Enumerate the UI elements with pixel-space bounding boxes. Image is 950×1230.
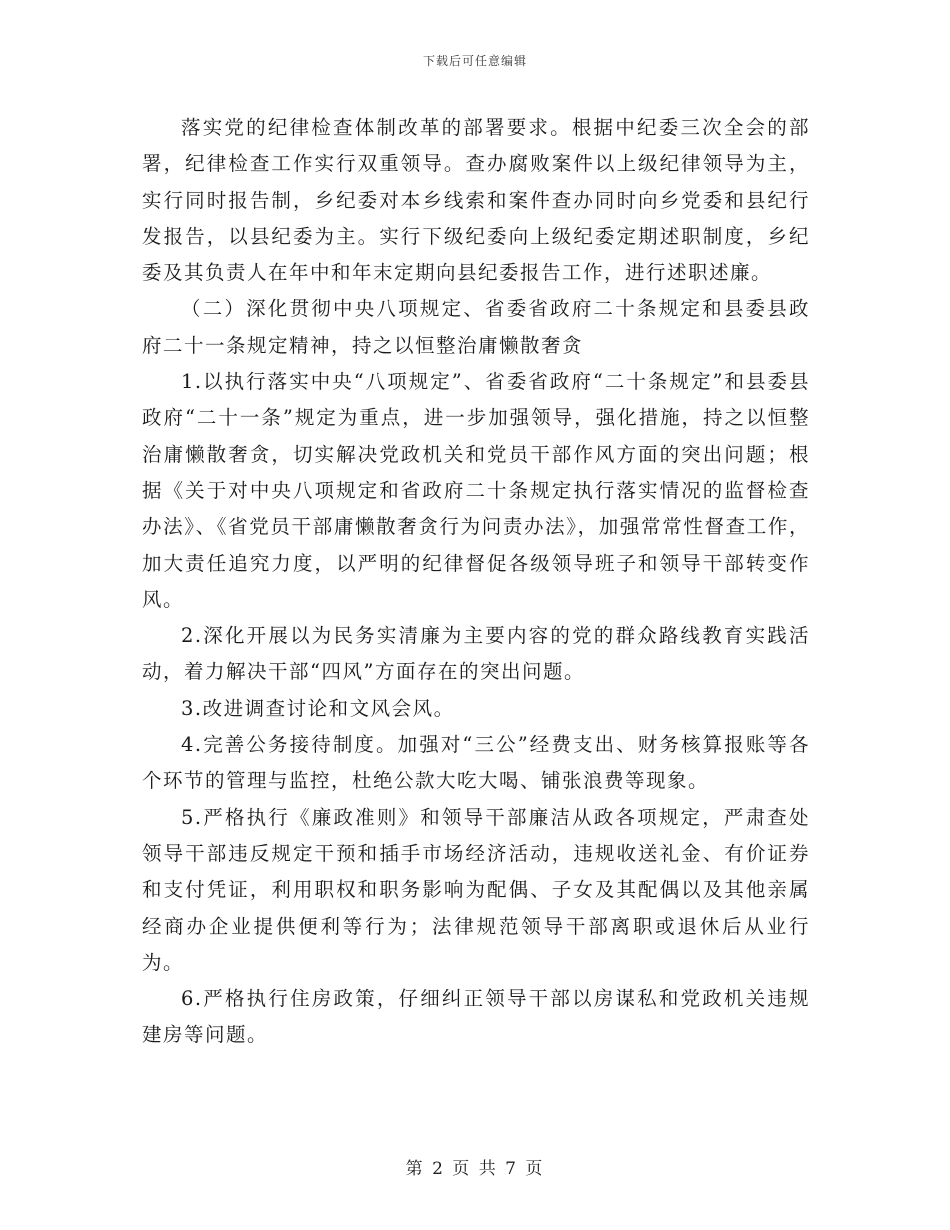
page-header: 下载后可任意编辑: [422, 54, 527, 68]
paragraph-reform-requirements: 落实党的纪律检查体制改革的部署要求。根据中纪委三次全会的部署，纪律检查工作实行双重领导。查办腐败案件以上级纪律领导为主，实行同时报告制，乡纪委对本乡线索和案件查办同时向乡党委和县纪行发报告，以县纪委为主。实行下级纪委向上级纪委定期述职制度，乡纪委及其负责人在年中和年末定期向县纪委报告工作，进行述职述廉。: [142, 116, 810, 285]
section-heading-2: （二）深化贯彻中央八项规定、省委省政府二十条规定和县委县政府二十一条规定精神，持之以恒整治庸懒散奢贪: [142, 297, 810, 357]
list-item-3: 3.改进调查讨论和文风会风。: [181, 696, 455, 720]
list-item-1: 1.以执行落实中央“八项规定”、省委省政府“二十条规定”和县委县政府“二十一条”规定为重点，进一步加强领导，强化措施，持之以恒整治庸懒散奢贪，切实解决党政机关和党员干部作风方面的突出问题；根据《关于对中央八项规定和省政府二十条规定执行落实情况的监督检查办法》、《省党员干部庸懒散奢贪行为问责办法》，加强常常性督查工作，加大责任追究力度，以严明的纪律督促各级领导班子和领导干部转变作风。: [142, 370, 810, 611]
list-item-6: 6.严格执行住房政策，仔细纠正领导干部以房谋私和党政机关违规建房等问题。: [142, 987, 810, 1047]
list-item-2: 2.深化开展以为民务实清廉为主要内容的党的群众路线教育实践活动，着力解决干部“四风”方面存在的突出问题。: [142, 624, 810, 684]
page-number: 第 2 页 共 7 页: [405, 1159, 545, 1179]
list-item-5: 5.严格执行《廉政准则》和领导干部廉洁从政各项规定，严肃查处领导干部违反规定干预和插手市场经济活动，违规收送礼金、有价证券和支付凭证，利用职权和职务影响为配偶、子女及其配偶以及其他亲属经商办企业提供便利等行为；法律规范领导干部离职或退休后从业行为。: [142, 805, 810, 974]
list-item-4: 4.完善公务接待制度。加强对“三公”经费支出、财务核算报账等各个环节的管理与监控，杜绝公款大吃大喝、铺张浪费等现象。: [142, 733, 810, 793]
document-body: [142, 110, 810, 1054]
